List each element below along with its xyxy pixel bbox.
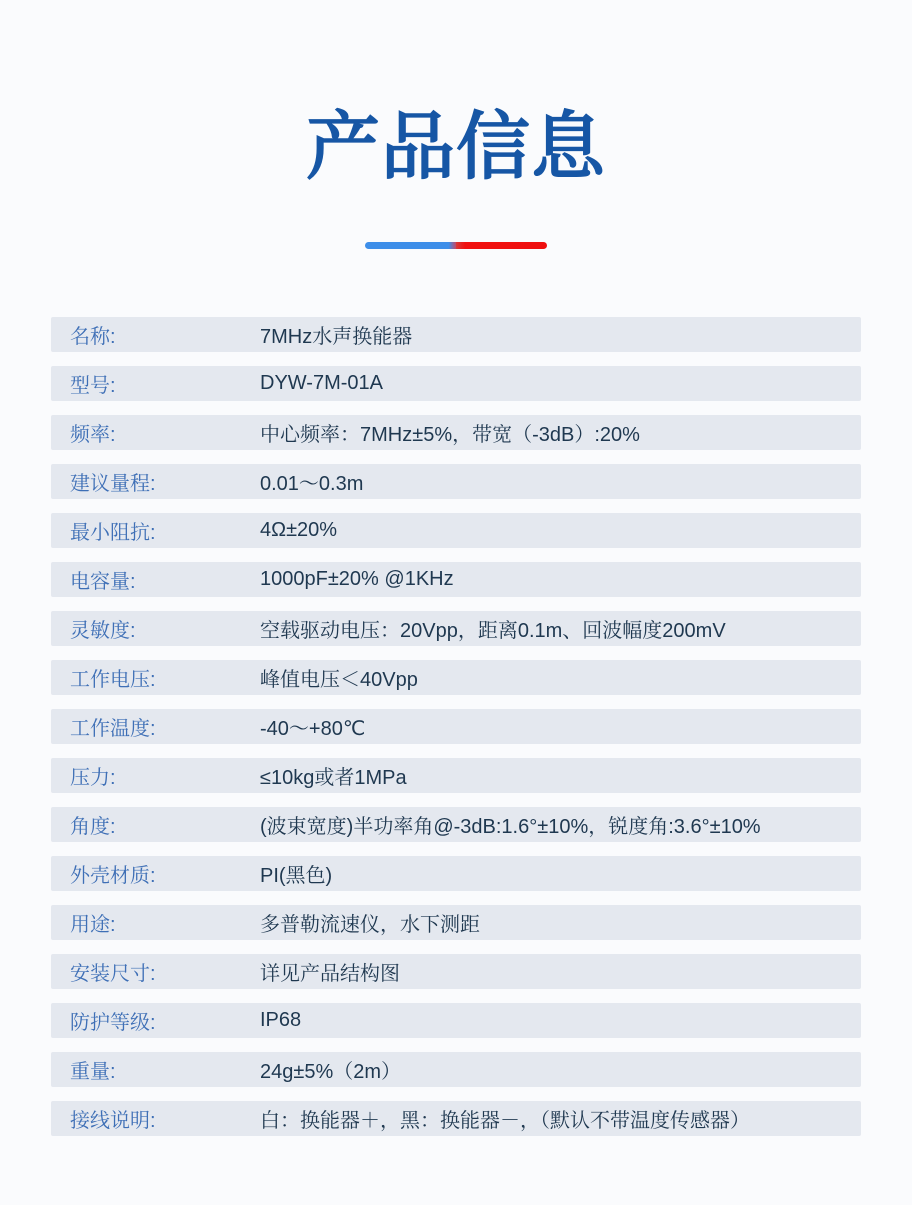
spec-label: 名称: — [70, 326, 116, 348]
spec-value: 详见产品结构图 — [260, 963, 400, 985]
spec-value: -40～+80℃ — [260, 718, 366, 740]
spec-label: 防护等级: — [70, 1012, 156, 1034]
spec-value: 0.01～0.3m — [260, 473, 364, 495]
spec-value: 24g±5%（2m） — [260, 1061, 402, 1083]
spec-row — [51, 513, 861, 548]
spec-row — [51, 954, 861, 989]
spec-row — [51, 660, 861, 695]
spec-value: 多普勒流速仪，水下测距 — [260, 914, 480, 936]
spec-label: 重量: — [70, 1061, 116, 1083]
spec-value: 空载驱动电压：20Vpp，距离0.1m、回波幅度200mV — [260, 620, 726, 642]
divider-red-segment — [456, 242, 547, 249]
spec-label: 压力: — [70, 767, 116, 789]
spec-label: 用途: — [70, 914, 116, 936]
spec-row — [51, 415, 861, 450]
spec-table — [51, 317, 861, 1136]
spec-label: 外壳材质: — [70, 865, 156, 887]
spec-value: 7MHz水声换能器 — [260, 326, 413, 348]
spec-row — [51, 905, 861, 940]
spec-row — [51, 611, 861, 646]
spec-value: 中心频率：7MHz±5%，带宽（-3dB）:20% — [260, 424, 640, 446]
spec-row — [51, 758, 861, 793]
spec-label: 最小阻抗: — [70, 522, 156, 544]
spec-label: 型号: — [70, 375, 116, 397]
page-title: 产品信息 — [306, 105, 606, 188]
spec-label: 安装尺寸: — [70, 963, 156, 985]
spec-row — [51, 1003, 861, 1038]
spec-value: 白：换能器＋，黑：换能器－，（默认不带温度传感器） — [260, 1110, 750, 1132]
spec-value: 4Ω±20% — [260, 519, 338, 541]
divider-blue-segment — [365, 242, 456, 249]
spec-value: DYW-7M-01A — [260, 372, 383, 394]
spec-value: PI(黑色) — [260, 865, 333, 887]
spec-label: 角度: — [70, 816, 116, 838]
spec-label: 建议量程: — [70, 473, 156, 495]
spec-row — [51, 464, 861, 499]
spec-value: (波束宽度)半功率角@-3dB:1.6°±10%，锐度角:3.6°±10% — [260, 816, 761, 838]
spec-row — [51, 1101, 861, 1136]
spec-label: 接线说明: — [70, 1110, 156, 1132]
spec-label: 灵敏度: — [70, 620, 136, 642]
spec-row — [51, 709, 861, 744]
spec-row — [51, 856, 861, 891]
spec-label: 电容量: — [70, 571, 136, 593]
spec-value: 峰值电压＜40Vpp — [260, 669, 418, 691]
spec-row — [51, 317, 861, 352]
spec-label: 工作电压: — [70, 669, 156, 691]
spec-row — [51, 807, 861, 842]
title-divider — [365, 242, 547, 249]
spec-label: 频率: — [70, 424, 116, 446]
spec-value: IP68 — [260, 1009, 302, 1031]
spec-value: 1000pF±20% @1KHz — [260, 568, 454, 590]
spec-value: ≤10kg或者1MPa — [260, 767, 407, 789]
spec-row — [51, 1052, 861, 1087]
spec-row — [51, 366, 861, 401]
spec-label: 工作温度: — [70, 718, 156, 740]
spec-row — [51, 562, 861, 597]
